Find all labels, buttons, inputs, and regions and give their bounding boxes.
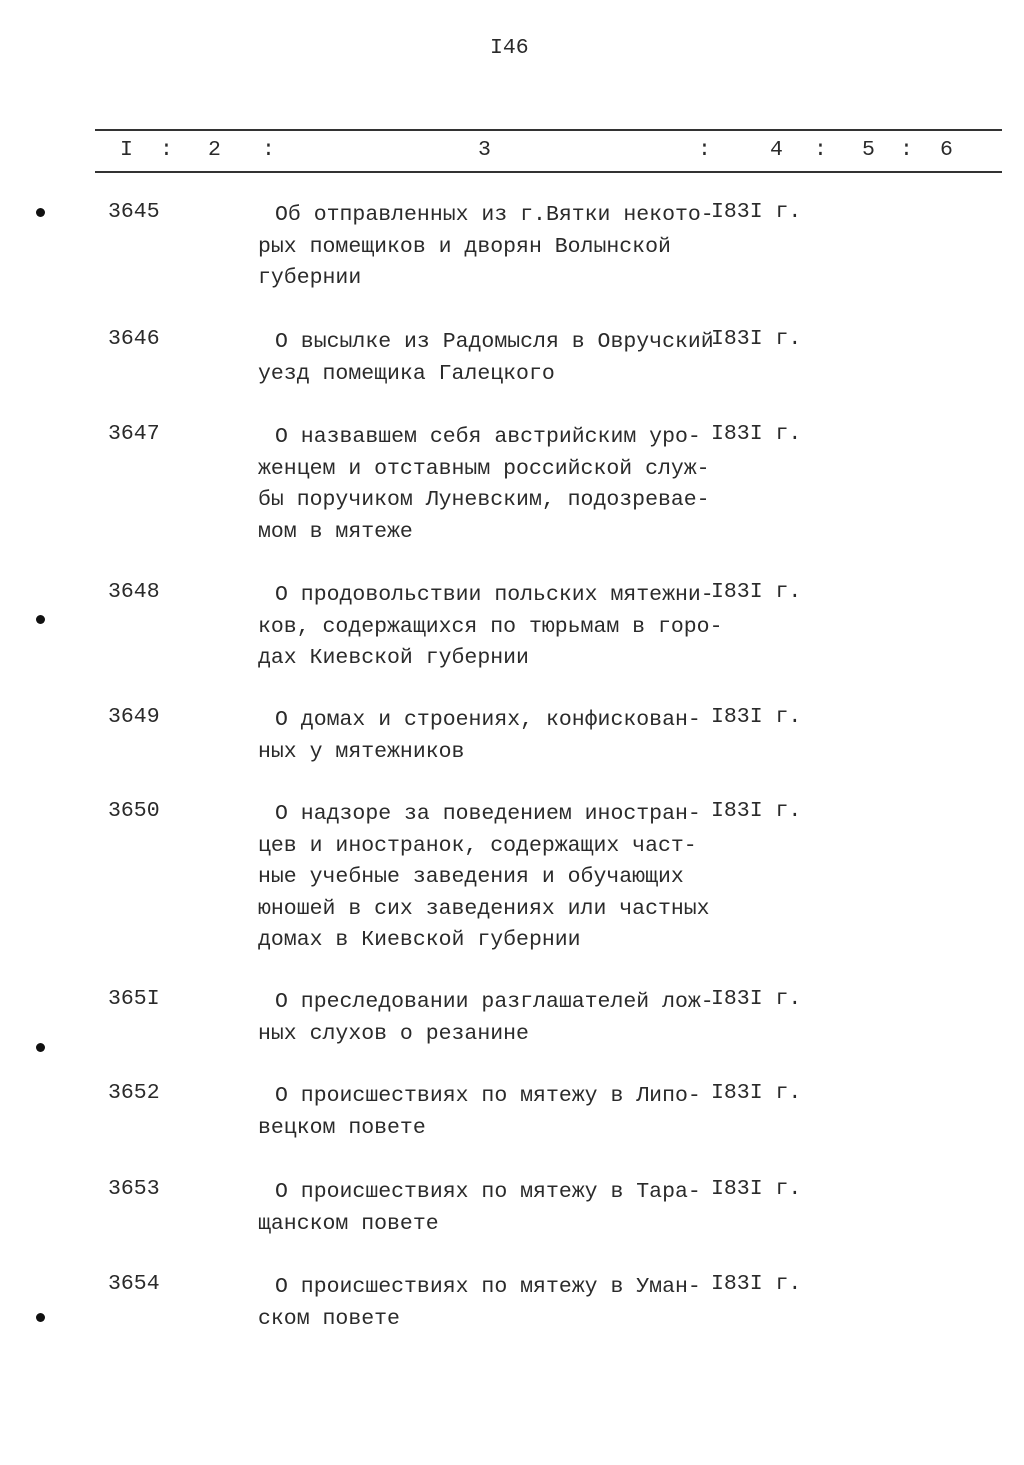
case-title-line: бы поручиком Луневским, подозревае- [258, 488, 710, 512]
punch-hole-mark [36, 1043, 45, 1052]
header-sep: : [262, 138, 275, 162]
case-title-line: вецком повете [258, 1115, 426, 1140]
header-sep: : [814, 138, 827, 162]
case-number: 3647 [108, 422, 160, 446]
case-title [258, 1177, 701, 1240]
header-top-rule [95, 129, 1002, 131]
case-number: 3654 [108, 1272, 160, 1296]
case-title-line: О высылке из Радомысля в Овручский [275, 330, 714, 354]
case-year: I83I г. [711, 1272, 802, 1296]
case-title-line: О назвавшем себя австрийским уро- [275, 425, 701, 449]
case-title-line: домах в Киевской губернии [258, 928, 581, 952]
case-title [258, 580, 722, 675]
case-title-line: ные учебные заведения и обучающих [258, 865, 684, 889]
header-col-3: 3 [478, 138, 491, 162]
case-year: I83I г. [711, 580, 802, 604]
case-title-line: ском повете [258, 1306, 400, 1331]
case-title [258, 799, 710, 957]
case-title-line: губернии [258, 266, 362, 290]
header-col-1: I [120, 138, 133, 162]
case-title-line: уезд помещика Галецкого [258, 361, 555, 386]
case-number: 365I [108, 987, 160, 1011]
case-title [258, 422, 710, 548]
punch-hole-mark [36, 208, 45, 217]
case-title [258, 1081, 701, 1144]
case-number: 3650 [108, 799, 160, 823]
header-bottom-rule [95, 171, 1002, 173]
case-title-line: щанском повете [258, 1211, 439, 1236]
case-title-line: Об отправленных из г.Вятки некото- [275, 203, 714, 227]
case-title [258, 705, 701, 768]
header-col-6: 6 [940, 138, 953, 162]
case-title-line: О преследовании разглашателей лож- [275, 990, 714, 1014]
header-col-5: 5 [862, 138, 875, 162]
case-title-line: О продовольствии польских мятежни- [275, 583, 714, 607]
case-title-line: юношей в сих заведениях или частных [258, 896, 710, 921]
case-number: 3649 [108, 705, 160, 729]
header-col-2: 2 [208, 138, 221, 162]
header-sep: : [160, 138, 173, 162]
case-title-line: О происшествиях по мятежу в Тара- [275, 1180, 701, 1204]
case-title [258, 327, 714, 390]
punch-hole-mark [36, 615, 45, 624]
case-title-line: О происшествиях по мятежу в Уман- [275, 1275, 701, 1299]
case-year: I83I г. [711, 799, 802, 823]
header-col-4: 4 [770, 138, 783, 162]
case-title-line: ков, содержащихся по тюрьмам в горо- [258, 614, 723, 639]
header-sep: : [900, 138, 913, 162]
case-title-line: ных у мятежников [258, 739, 465, 764]
case-year: I83I г. [711, 1081, 802, 1105]
case-year: I83I г. [711, 987, 802, 1011]
case-year: I83I г. [711, 200, 802, 224]
page-number: I46 [490, 36, 529, 60]
case-title-line: О происшествиях по мятежу в Липо- [275, 1084, 701, 1108]
case-title-line: женцем и отставным российской служ- [258, 456, 710, 481]
case-title-line: дах Киевской губернии [258, 646, 529, 670]
case-title-line: ных слухов о резанине [258, 1021, 529, 1046]
case-title-line: мом в мятеже [258, 519, 413, 544]
case-title [258, 1272, 701, 1335]
case-year: I83I г. [711, 422, 802, 446]
case-title-line: О надзоре за поведением иностран- [275, 802, 701, 826]
case-title-line: О домах и строениях, конфискован- [275, 708, 701, 732]
case-number: 3652 [108, 1081, 160, 1105]
case-title-line: цев и иностранок, содержащих част- [258, 833, 697, 858]
case-number: 3648 [108, 580, 160, 604]
case-number: 3646 [108, 327, 160, 351]
case-number: 3645 [108, 200, 160, 224]
header-sep: : [698, 138, 711, 162]
case-year: I83I г. [711, 705, 802, 729]
case-title [258, 987, 714, 1050]
case-year: I83I г. [711, 1177, 802, 1201]
case-title-line: рых помещиков и дворян Волынской [258, 234, 671, 259]
punch-hole-mark [36, 1313, 45, 1322]
case-number: 3653 [108, 1177, 160, 1201]
case-year: I83I г. [711, 327, 802, 351]
case-title [258, 200, 714, 295]
